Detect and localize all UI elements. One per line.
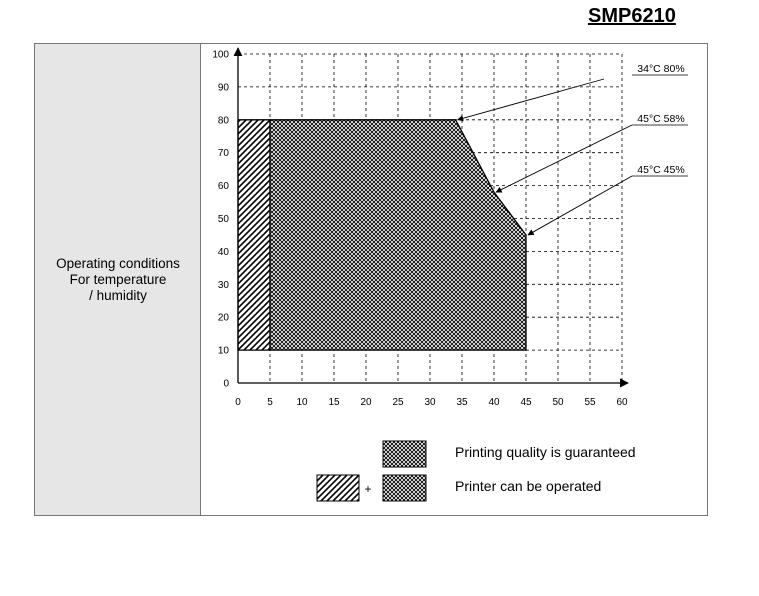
- y-tick-label: 20: [217, 312, 229, 324]
- y-tick-label: 80: [217, 115, 229, 127]
- crosshatch-legend-swatch: [383, 475, 426, 501]
- x-tick-label: 50: [552, 397, 564, 408]
- y-tick-label: 10: [217, 345, 229, 357]
- x-tick-label: 15: [328, 397, 340, 408]
- x-tick-label: 20: [360, 397, 372, 408]
- y-tick-label: 30: [217, 279, 229, 291]
- condition-label-line: / humidity: [89, 288, 147, 303]
- callout-arrow: [458, 79, 604, 120]
- x-tick-label: 55: [584, 397, 596, 408]
- condition-label-line: Operating conditions: [56, 256, 180, 271]
- y-tick-label: 60: [217, 181, 229, 193]
- x-tick-label: 45: [520, 397, 532, 408]
- x-tick-label: 40: [488, 397, 500, 408]
- callout-label: 45°C 45%: [637, 164, 685, 176]
- x-tick-label: 10: [296, 397, 308, 408]
- y-tick-label: 90: [217, 82, 229, 94]
- y-tick-label: 40: [217, 246, 229, 258]
- callout-label: 34°C 80%: [637, 63, 685, 75]
- legend-label: Printer can be operated: [455, 478, 602, 494]
- callout-arrow: [528, 176, 632, 235]
- x-tick-label: 25: [392, 397, 404, 408]
- y-tick-label: 70: [217, 148, 229, 160]
- crosshatch-legend-swatch: [383, 441, 426, 467]
- y-tick-label: 0: [223, 378, 229, 390]
- x-tick-label: 35: [456, 397, 468, 408]
- diagonal-hatch-legend-swatch: [317, 475, 359, 501]
- crosshatch-region: [270, 120, 526, 350]
- condition-label-line: For temperature: [69, 272, 167, 287]
- callout-label: 45°C 58%: [637, 113, 685, 125]
- y-tick-label: 50: [217, 214, 229, 225]
- x-tick-label: 0: [235, 397, 241, 408]
- x-tick-label: 30: [424, 397, 436, 408]
- x-tick-label: 60: [616, 397, 628, 408]
- diagonal-hatch-region: [238, 120, 270, 350]
- callout-arrow: [496, 125, 632, 192]
- model-title: SMP6210: [588, 5, 676, 27]
- x-tick-label: 5: [267, 397, 273, 408]
- legend-label: Printing quality is guaranteed: [455, 444, 636, 460]
- y-tick-label: 100: [212, 49, 229, 61]
- legend-plus-sign: +: [364, 482, 372, 496]
